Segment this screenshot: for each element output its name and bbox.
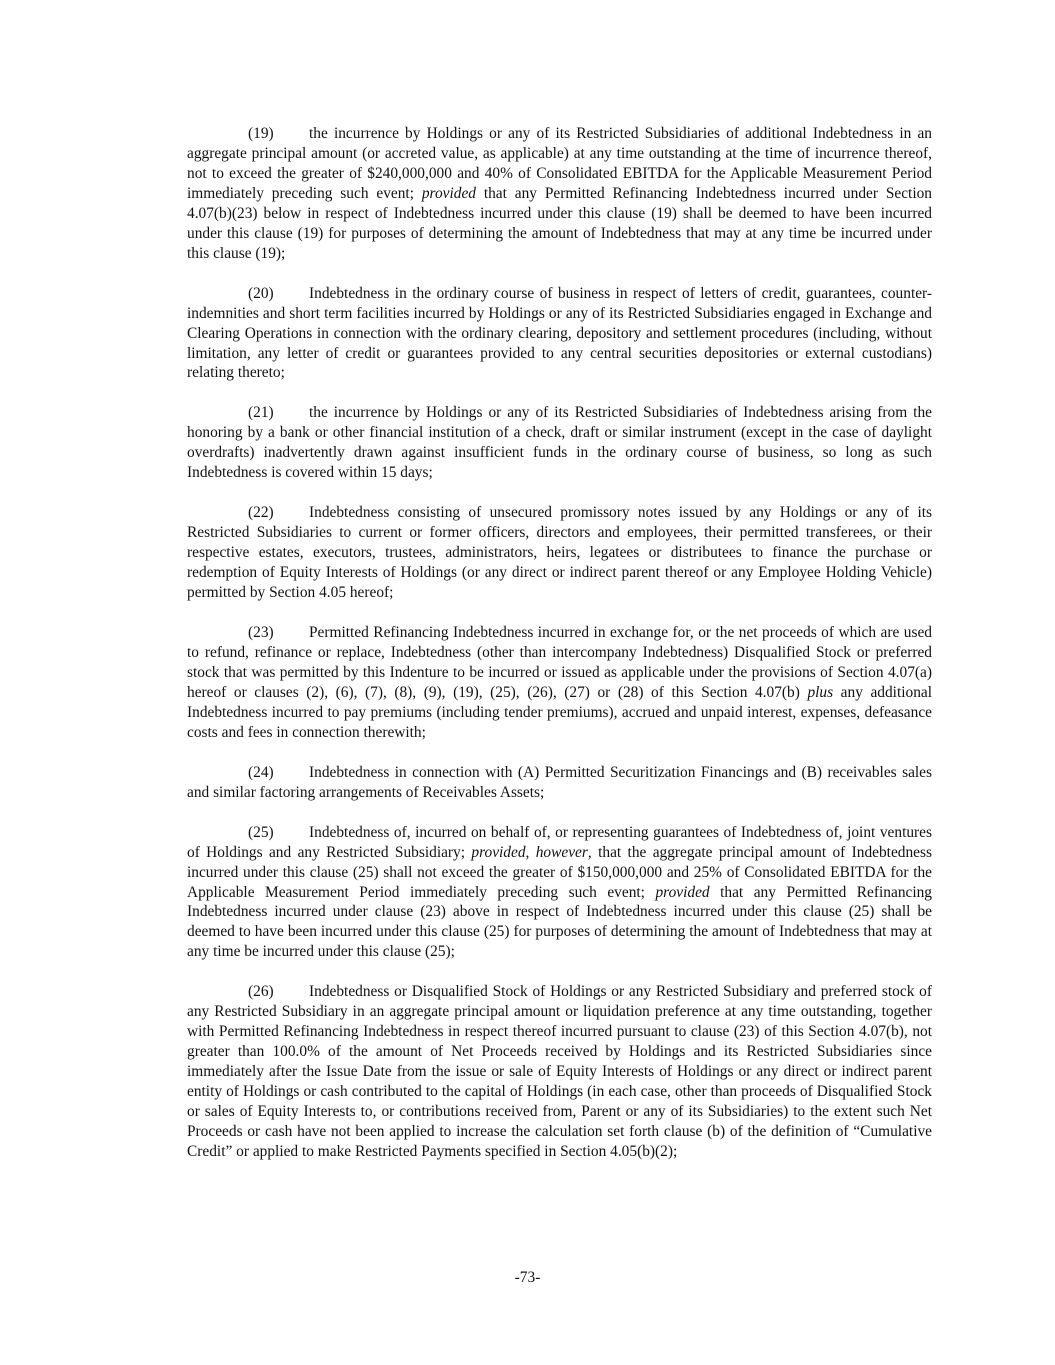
clause-text: that any Permitted Refinancing Indebtedness incurred under Section 4.07(b)(23) below in respect of Indebtedness incurred under this clause (19) shall be deemed to have been incurred under this clause (19) for purposes of determining the amount of Indebtedness that may at any time be incurred under this clause (19); bbox=[187, 184, 932, 262]
clause-number: (19) bbox=[248, 125, 274, 142]
clause-number: (26) bbox=[248, 983, 274, 1001]
clause-text: Indebtedness of, incurred on behalf of, or representing guarantees of Indebtedness of, joint ventures of Holdings and any Restricted Subsidiary; bbox=[187, 823, 932, 861]
clause-text-italic: provided, however bbox=[471, 843, 588, 861]
clause-text: that any Permitted Refinancing Indebtedness incurred under clause (23) above in respect of Indebtedness incurred under this clause (25) shall be deemed to have been incurred under this clause (25) for purposes of determining the amount of Indebtedness that may at any time be incurred under this clause (25); bbox=[187, 883, 933, 961]
clause-number: (21) bbox=[248, 404, 274, 422]
clause-text: the incurrence by Holdings or any of its Restricted Subsidiaries of additional Indebtedness in an aggregate principal amount (or accreted value, as applicable) at any time outstanding at the time of incurrence thereof, not to exceed the greater of $240,000,000 and 40% of Consolidated EBITDA for the Applicable Measurement Period immediately preceding such event; bbox=[187, 125, 932, 202]
clause-number: (23) bbox=[248, 624, 274, 642]
clause-text: Indebtedness in the ordinary course of business in respect of letters of credit, guarantees, counter-indemnities and short term facilities incurred by Holdings or any of its Restricted Subsidiaries engaged in Exchange and Clearing Operations in connection with the ordinary clearing, depository and settlement procedures (including, without limitation, any letter of credit or guarantees provided to any central securities depositories or external custodians) relating thereto; bbox=[187, 284, 932, 382]
clause-number: (20) bbox=[248, 284, 274, 302]
document-body bbox=[187, 124, 932, 1182]
clause-text: Permitted Refinancing Indebtedness incurred in exchange for, or the net proceeds of which are used to refund, refinance or replace, Indebtedness (other than intercompany Indebtedness) Disqualified Stock or preferred stock that was permitted by this Indenture to be incurred or issued as applicable under the provisions of Section 4.07(a) hereof or clauses (2), (6), (7), (8), (9), (19), (25), (26), (27) or (28) of this Section 4.07(b) bbox=[187, 624, 932, 701]
clause-text: , that the aggregate principal amount of Indebtedness incurred under this clause (25) shall not exceed the greater of $150,000,000 and 25% of Consolidated EBITDA for the Applicable Measurement Period immediately preceding such event; bbox=[187, 843, 932, 901]
clause-text: any additional Indebtedness incurred to pay premiums (including tender premiums), accrued and unpaid interest, expenses, defeasance costs and fees in connection therewith; bbox=[187, 683, 932, 741]
clause-text-italic: provided bbox=[655, 883, 710, 901]
paragraph-20 bbox=[187, 284, 932, 384]
clause-text: Indebtedness or Disqualified Stock of Holdings or any Restricted Subsidiary and preferred stock of any Restricted Subsidiary in an aggregate principal amount or liquidation preference at any time outstanding, together with Permitted Refinancing Indebtedness in respect thereof incurred pursuant to clause (23) of this Section 4.07(b), not greater than 100.0% of the amount of Net Proceeds received by Holdings and its Restricted Subsidiaries since immediately after the Issue Date from the issue or sale of Equity Interests of Holdings or any direct or indirect parent entity of Holdings or cash contributed to the capital of Holdings (in each case, other than proceeds of Disqualified Stock or sales of Equity Interests to, or contributions received from, Parent or any of its Subsidiaries) to the extent such Net Proceeds or cash have not been applied to increase the calculation set forth clause (b) of the definition of “Cumulative Credit” or applied to make Restricted Payments specified in Section 4.05(b)(2); bbox=[187, 983, 932, 1160]
page-number: -73- bbox=[514, 1269, 541, 1286]
clause-text: the incurrence by Holdings or any of its Restricted Subsidiaries of Indebtedness arising from the honoring by a bank or other financial institution of a check, draft or similar instrument (except in the case of daylight overdrafts) inadvertently drawn against insufficient funds in the ordinary course of business, so long as such Indebtedness is covered within 15 days; bbox=[187, 404, 932, 482]
paragraph-19 bbox=[187, 124, 932, 264]
clause-number: (22) bbox=[248, 504, 274, 522]
clause-number: (25) bbox=[248, 823, 274, 841]
paragraph-24 bbox=[187, 763, 932, 803]
clause-text-italic: plus bbox=[807, 683, 834, 701]
paragraph-23 bbox=[187, 623, 932, 743]
paragraph-21 bbox=[187, 403, 932, 483]
clause-text-italic: provided bbox=[421, 184, 476, 202]
clause-number: (24) bbox=[248, 763, 274, 781]
paragraph-26 bbox=[187, 982, 932, 1162]
clause-text: Indebtedness in connection with (A) Permitted Securitization Financings and (B) receivables sales and similar factoring arrangements of Receivables Assets; bbox=[187, 763, 932, 801]
paragraph-22 bbox=[187, 503, 932, 603]
clause-text: Indebtedness consisting of unsecured promissory notes issued by any Holdings or any of its Restricted Subsidiaries to current or former officers, directors and employees, their permitted transferees, or their respective estates, executors, trustees, administrators, heirs, legatees or distributees to finance the purchase or redemption of Equity Interests of Holdings (or any direct or indirect parent thereof or any Employee Holding Vehicle) permitted by Section 4.05 hereof; bbox=[187, 504, 932, 602]
paragraph-25 bbox=[187, 823, 932, 963]
